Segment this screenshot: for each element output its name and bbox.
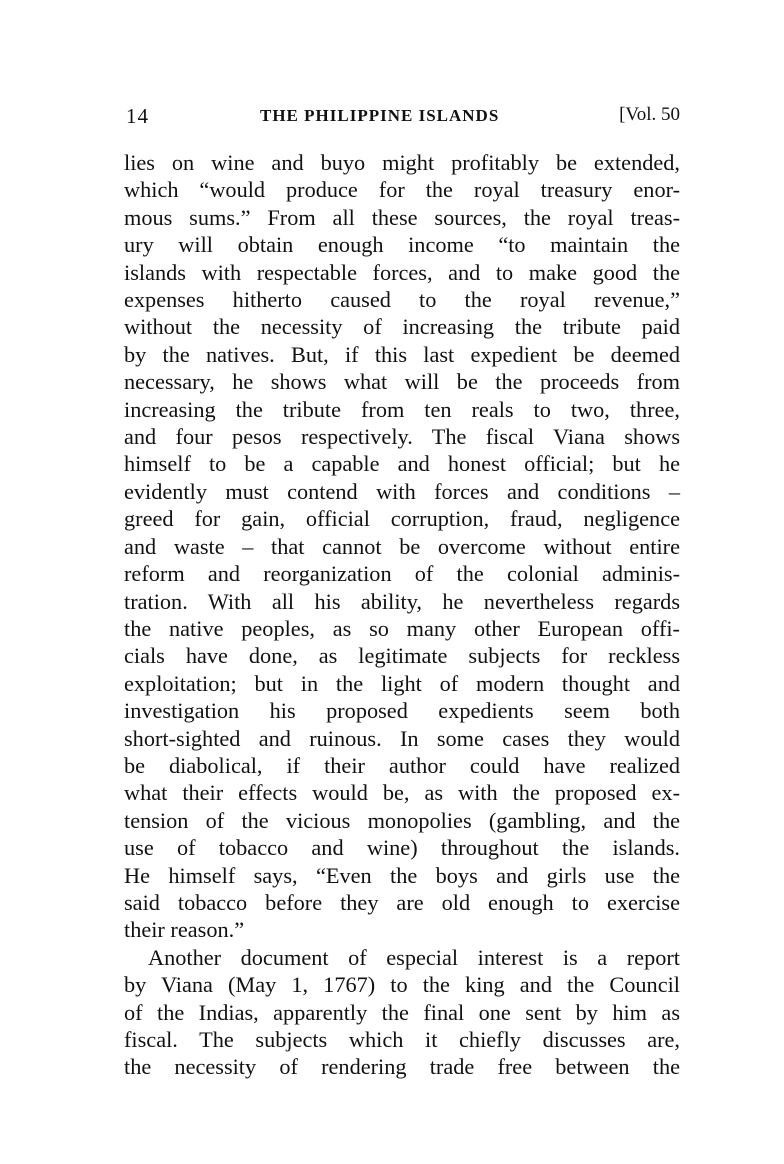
body-text: [124, 149, 680, 1081]
text-line: of the Indias, apparently the final one sent by him as: [124, 999, 680, 1025]
text-line: said tobacco before they are old enough to exercise: [124, 889, 680, 915]
text-line: short-sighted and ruinous. In some cases they would: [124, 725, 680, 751]
text-line: by Viana (May 1, 1767) to the king and the Council: [124, 972, 680, 998]
text-line: which “would produce for the royal treasury enor-: [124, 177, 680, 203]
text-line: himself to be a capable and honest official; but he: [124, 451, 680, 477]
text-line: the necessity of rendering trade free between the: [124, 1054, 680, 1080]
paragraph-2: [124, 944, 680, 1081]
text-line: exploitation; but in the light of modern thought and: [124, 670, 680, 696]
text-line: He himself says, “Even the boys and girls use the: [124, 862, 680, 888]
text-line: investigation his proposed expedients seem both: [124, 698, 680, 724]
text-line: lies on wine and buyo might profitably be extended,: [124, 150, 680, 175]
text-line: be diabolical, if their author could have realized: [124, 752, 680, 778]
text-line: use of tobacco and wine) throughout the islands.: [124, 835, 680, 861]
text-line: reform and reorganization of the colonial adminis-: [124, 561, 680, 587]
text-line: islands with respectable forces, and to make good the: [124, 259, 680, 285]
text-line: greed for gain, official corruption, fraud, negligence: [124, 506, 680, 532]
running-head: [124, 100, 680, 136]
text-line: by the natives. But, if this last expedient be deemed: [124, 341, 680, 367]
text-line: necessary, he shows what will be the proceeds from: [124, 369, 680, 395]
text-line: cials have done, as legitimate subjects for reckless: [124, 643, 680, 669]
book-page: [124, 100, 680, 1081]
text-line: tension of the vicious monopolies (gambling, and the: [124, 807, 680, 833]
text-line: increasing the tribute from ten reals to two, three,: [124, 396, 680, 422]
text-line: the native peoples, as so many other European offi-: [124, 615, 680, 641]
text-line: mous sums.” From all these sources, the royal treas-: [124, 204, 680, 230]
text-line: evidently must contend with forces and conditions –: [124, 478, 680, 504]
paragraph-1: [124, 149, 680, 944]
volume-label: [Vol. 50: [619, 104, 680, 125]
text-line: Another document of especial interest is a report: [148, 944, 680, 970]
text-line: and four pesos respectively. The fiscal Viana shows: [124, 424, 680, 450]
text-line: their reason.”: [124, 917, 245, 943]
page-number: 14: [126, 104, 149, 128]
running-title: THE PHILIPPINE ISLANDS: [260, 106, 500, 125]
text-line: what their effects would be, as with the proposed ex-: [124, 780, 680, 806]
text-line: without the necessity of increasing the tribute paid: [124, 314, 680, 340]
text-line: and waste – that cannot be overcome without entire: [124, 533, 680, 559]
text-line: fiscal. The subjects which it chiefly discusses are,: [124, 1027, 680, 1052]
text-line: ury will obtain enough income “to maintain the: [124, 232, 680, 258]
text-line: tration. With all his ability, he nevertheless regards: [124, 588, 680, 614]
text-line: expenses hitherto caused to the royal revenue,”: [124, 287, 680, 313]
